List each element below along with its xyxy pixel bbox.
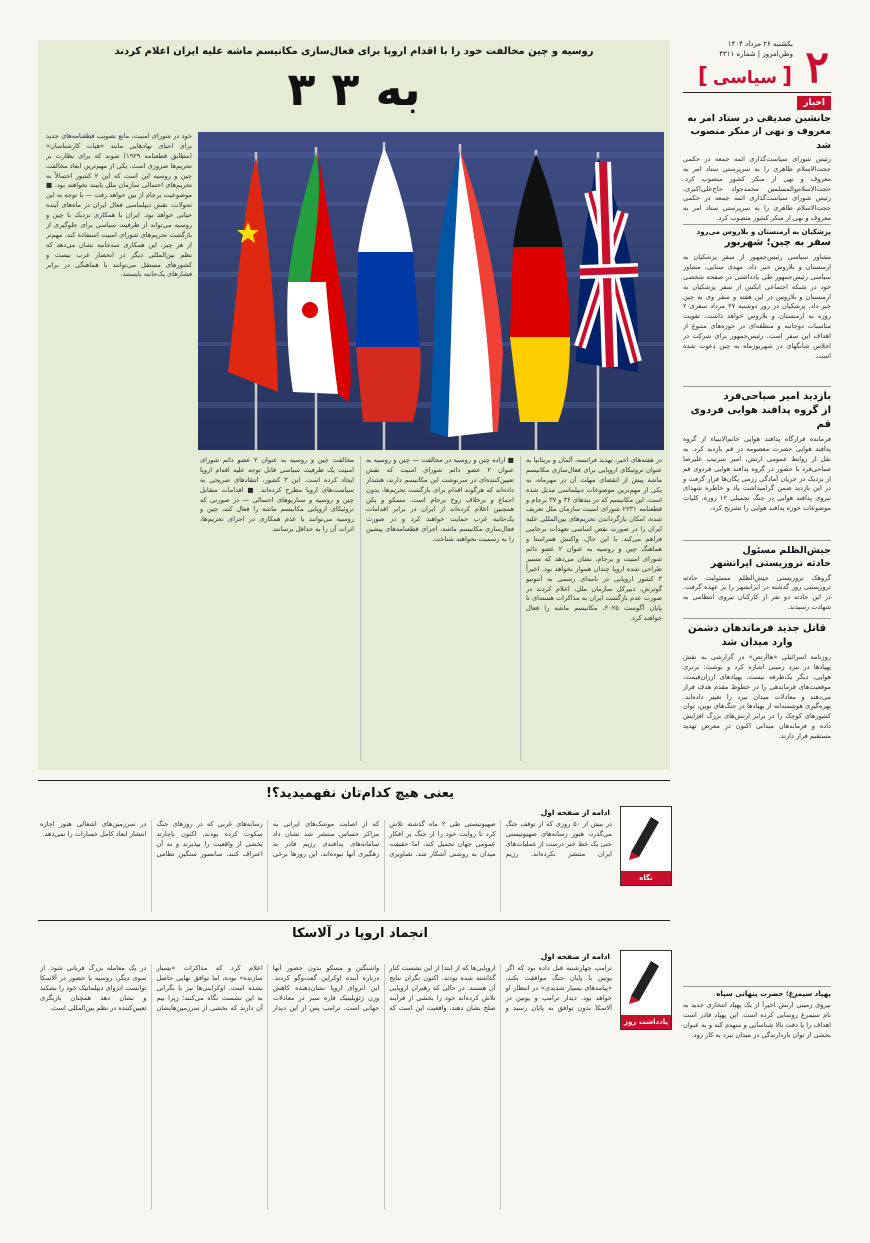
note-1-title: یعنی هیچ کدام‌تان نفهمیدید؟!: [265, 786, 455, 801]
sidebar-item-4-kicker: جیش‌الظلم مسئول: [742, 545, 831, 556]
page-number: ۲: [805, 42, 829, 93]
sidebar-item-6-body: نیروی زمینی ارتش اخیراً از یک پهپاد انتحاری جدید به نام سیمرغ رونمایی کرده است. این پهپاد قادر است اهداف را با دقت بالا شناسایی و منهدم کند و به عنوان بخشی از توان بازدارندگی در میدان نبرد به کار رود.: [683, 1001, 831, 1039]
feature-column-2: ■ اراده چین و روسیه در مخالفت — چین و روسیه به عنوان ۲ عضو دائم شورای امنیت که نقش تعیین‌کننده‌ای در سرنوشت این مکانیسم دارند، هشدار داده‌اند که هرگونه اقدام برای بازگشت تحریم‌ها، بدون اجماع و برخلاف روح برجام است. مسکو و پکن همچنین اعلام کرده‌اند از ایران در برابر اقدامات یک‌جانبه غرب حمایت خواهند کرد و در صورت فعال‌سازی مکانیسم ماشه، اجرای قطعنامه‌های پیشین را به رسمیت نخواهند شناخت.: [366, 456, 514, 544]
feature-box: [38, 40, 670, 770]
sidebar-item-4-title: حادثه تروریستی ایرانشهر: [710, 558, 831, 570]
issue-number: وطن‌امروز | شماره ۴۳۱۱: [719, 49, 793, 58]
note-2-label: یادداشت روز: [621, 1015, 671, 1029]
section-name: سیاسی: [713, 68, 777, 88]
note-2-body: ترامپ چهارشنبه قبل داده بود که اگر پوتین با پایان جنگ موافقت نکند، «پیامدهای بسیار شدیدی» در انتظار او خواهد بود. دیدار ترامپ و پوتین در آلاسکا بدون توافق به پایان رسید و اروپایی‌ها که از ابتدا از این نشست کنار گذاشته شده بودند، اکنون نگران نتایج آن هستند. در حالی که رهبران اروپایی تلاش کرده‌اند خود را بخشی از فرآیند صلح نشان دهند، واقعیت این است که واشنگتن و مسکو بدون حضور آنها درباره آینده اوکراین گفت‌وگو کردند. این انزوای اروپا نشان‌دهنده کاهش وزن ژئوپلیتیک قاره سبز در معادلات جهانی است. ترامپ پس از این دیدار اعلام کرد که مذاکرات «بسیار سازنده» بوده، اما توافق نهایی حاصل نشده است. اوکراینی‌ها نیز با نگرانی به این نشست نگاه می‌کنند؛ زیرا بیم آن دارند که بخشی از سرزمین‌هایشان در یک معامله بزرگ قربانی شود. از سوی دیگر، روسیه با حضور در آلاسکا توانست انزوای دیپلماتیک خود را بشکند و نشان دهد همچنان بازیگری تعیین‌کننده در نظم بین‌المللی است.: [40, 964, 612, 1012]
sidebar-item-5[interactable]: [683, 622, 831, 883]
sidebar-item-4-body: گروهک تروریستی جیش‌الظلم مسئولیت حادثه تروریستی روز گذشته در ایرانشهر را بر عهده گرفت. در این حادثه دو نفر از کارکنان نیروی انتظامی به شهادت رسیدند.: [683, 573, 831, 612]
note-1-lead: ادامه از صفحه اول: [540, 808, 610, 817]
sidebar-item-6-kicker: پهپاد سیمرغ؛ حضرت پنهانی سپاه: [716, 990, 831, 998]
sidebar-item-6[interactable]: [683, 990, 831, 1201]
note-1-corner: [620, 806, 672, 886]
pen-icon: [621, 951, 669, 1007]
sidebar-item-5-title: قاتل جدید فرماندهان دشمن وارد میدان شد: [687, 623, 827, 648]
note-1-label: نگاه: [621, 871, 671, 885]
feature-title: ۳ به ۳: [287, 62, 421, 116]
section-header: [ سیاسی ]: [697, 64, 793, 89]
sidebar-item-2-kicker: پزشکیان به ارمنستان و بلاروس می‌رود: [696, 228, 831, 236]
sidebar-item-4[interactable]: [683, 544, 831, 618]
feature-column-1: در هفته‌های اخیر، تهدید فرانسه، آلمان و بریتانیا به عنوان تروئیکای اروپایی برای فعال‌سازی مکانیسم ماشه پیش از انقضای مهلت آن در مهرماه، به یکی از مهم‌ترین موضوعات دیپلماسی تبدیل شده است. این مکانیسم که در بندهای ۳۶ و ۳۷ برجام و قطعنامه ۲۲۳۱ شورای امنیت سازمان ملل تعریف شده، امکان بازگرداندن تحریم‌های بین‌المللی علیه ایران را در صورت نقض اساسی تعهدات برجامی فراهم می‌کند. با این حال، واکنش همراستا و هماهنگ چین و روسیه به عنوان ۲ عضو دائم شورای امنیت و برجام، نشان می‌دهد که مسیر طراحی شده اروپا چندان هموار نخواهد بود. اخیراً ۳ کشور اروپایی در نامه‌ای رسمی به آنتونیو گوترش، دبیرکل سازمان ملل، اعلام کردند در صورت عدم بازگشت ایران به مذاکرات هسته‌ای تا پایان آگوست ۲۰۲۵، مکانیسم ماشه را فعال خواهند کرد.: [526, 456, 662, 623]
sidebar-item-1-title: جانشین صدیقی در ستاد امر به معروف و نهی از منکر منصوب شد: [687, 113, 831, 151]
sidebar-item-3-body: فرمانده قرارگاه پدافند هوایی خاتم‌الانبیاء از گروه پدافند هوایی حضرت معصومه در قم بازدید کرد. به نقل از روابط عمومی ارتش، امیر سرتیپ علیرضا صباحی‌فرد با حضور در گروه پدافند هوایی فردوی قم از نزدیک در جریان آمادگی رزمی یگان‌ها قرار گرفت و در این بازدید ضمن گرامیداشت یاد و خاطره شهدای نیروی پدافند هوایی در جنگ تحمیلی ۱۲ روزه، کلیات موضوعات حوزه پدافند هوایی را تشریح کرد.: [683, 435, 831, 513]
flags-photo: [198, 132, 664, 450]
sidebar-item-3-kicker: بازدید امیر صباحی‌فرد: [723, 391, 831, 402]
sidebar-item-3-title: از گروه پدافند هوایی فردوی قم: [690, 405, 831, 430]
sidebar-item-2[interactable]: [683, 228, 831, 378]
note-1-body: در بیش از ۵۰ روزی که از توقف جنگ می‌گذرد، هنوز رسانه‌های صهیونیستی حتی یک خط خبر درست از عملیات‌های ایران منتشر نکرده‌اند. رژیم صهیونیستی طی ۲ ماه گذشته تلاش کرد تا روایت خود را از جنگ بر افکار عمومی جهان تحمیل کند، اما حقیقت میدان به روشنی آشکار شد. تصاویری که از اصابت موشک‌های ایرانی به مراکز حساس منتشر شد نشان داد سامانه‌های پدافندی رژیم قادر به رهگیری آنها نبوده‌اند. این روزها برخی رسانه‌های غربی که در روزهای جنگ سکوت کرده بودند، اکنون ناچارند بخشی از واقعیت را بپذیرند و به آن اعتراف کنند. سانسور سنگین نظامی در سرزمین‌های اشغالی هنوز اجازه انتشار ابعاد کامل خسارات را نمی‌دهد.: [40, 820, 612, 858]
sidebar-item-1[interactable]: [683, 112, 831, 240]
sidebar-item-2-title: سفر به چین؛ شهریور: [724, 237, 831, 248]
note-2-title: انجماد اروپا در آلاسکا: [292, 926, 428, 941]
sidebar-item-5-body: روزنامه اسرائیلی «هاآرتص» در گزارشی به نقش پهپادها در نبرد زمینی اشاره کرد و نوشت: برتری هوایی، دیگر یک‌طرفه نیست. پهپادهای ارزان‌قیمت، موقعیت‌های فرماندهی را در خطوط مقدم هدف قرار می‌دهند و معادلات میدان نبرد را تغییر داده‌اند. بهره‌گیری هوشمندانه از پهپادها در جنگ‌های نوین، توان کشورهای کوچک را در برابر ارتش‌های بزرگ افزایش داده و فرماندهان میدانی اکنون در معرض تهدید مستقیم قرار دارند.: [683, 653, 831, 741]
feature-column-3: مخالفت چین و روسیه به عنوان ۲ عضو دائم شورای امنیت یک ظرفیت سیاسی قابل توجه علیه اقدام اروپا ایجاد کرده است. این ۳ کشور، انتقادهای صریحی به سیاست‌های اروپا مطرح کرده‌اند. ■ اقدامات متقابل چین و روسیه و سناریوهای احتمالی — در صورتی که تروئیکای اروپایی مکانیسم ماشه را فعال کند، چین و روسیه می‌توانند با عدم همکاری در اجرای تحریم‌ها، اثرات آن را به حداقل برسانند.: [200, 456, 354, 534]
feature-kicker: روسیه و چین مخالفت خود را با اقدام اروپا برای فعال‌سازی مکانیسم ماشه علیه ایران اعلام کردند: [114, 46, 594, 57]
feature-column-left: خود در شورای امنیت، مانع تصویب قطعنامه‌های جدید برای احیای نهادهایی مانند «هیات کارشناسان» (مطابق قطعنامه ۱۹۲۹) شوند که برای نظارت بر تحریم‌ها ضروری است. یکی از مهم‌ترین ابعاد مخالفت چین و روسیه این است که این ۲ کشور احتمالاً به تحریم‌های احتمالی سازمان ملل پایبند نخواهند بود. ■ موضوعیت برجام از بین خواهد رفت — با توجه به این تحولات، نقش دیپلماسی فعال ایران در ماه‌های آینده حیاتی خواهد بود. ایران با همکاری نزدیک با چین و روسیه می‌تواند از ظرفیت سیاسی برای جلوگیری از بازگشت تحریم‌های شورای امنیت استفاده کند. مهم‌تر از هر چیز، این همکاری سه‌جانبه نشان می‌دهد که نظم بین‌المللی دیگر در انحصار غرب نیست و کشورهای مستقل می‌توانند با هماهنگی در برابر فشارهای یک‌جانبه بایستند.: [46, 132, 192, 279]
issue-info: [683, 40, 793, 60]
issue-date: یکشنبه ۲۶ مرداد ۱۴۰۴: [727, 40, 793, 48]
news-label: اخبار: [797, 96, 831, 110]
note-2-lead: ادامه از صفحه اول: [540, 952, 610, 961]
pen-icon: [621, 807, 669, 863]
sidebar-item-3[interactable]: [683, 390, 831, 553]
sidebar: [683, 40, 831, 1210]
sidebar-item-1-body: رئیس شورای سیاست‌گذاری ائمه جمعه در حکمی حجت‌الاسلام طاهری را به سرپرستی ستاد امر به معروف و نهی از منکر کشور منصوب کرد. حجت‌الاسلام‌والمسلمین محمدجواد حاج‌علی‌اکبری، رئیس شورای سیاست‌گذاری ائمه جمعه در حکمی حجت‌الاسلام طاهری را به سرپرستی ستاد امر به معروف و نهی از منکر کشور منصوب کرد.: [683, 154, 831, 223]
sidebar-item-2-body: مشاور سیاسی رئیس‌جمهور از سفر پزشکیان به ارمنستان و بلاروس خبر داد. مهدی سنایی، مشاور سیاسی رئیس‌جمهور طی یادداشتی در صفحه شخصی خود در شبکه اجتماعی ایکس از سفر پزشکیان به ارمنستان و بلاروس در این هفته و سفر وی به چین خبر داد. پزشکیان در روز دوشنبه ۲۷ مرداد سفری ۲ روزه به ارمنستان و بلاروس خواهد داشت. تقویت مناسبات دوجانبه و منطقه‌ای در حوزه‌های متنوع از اهداف این سفر است. رئیس‌جمهور برای شرکت در اجلاس شانگهای در شهریورماه به چین دعوت شده است.: [683, 253, 831, 360]
note-2-corner: [620, 950, 672, 1030]
